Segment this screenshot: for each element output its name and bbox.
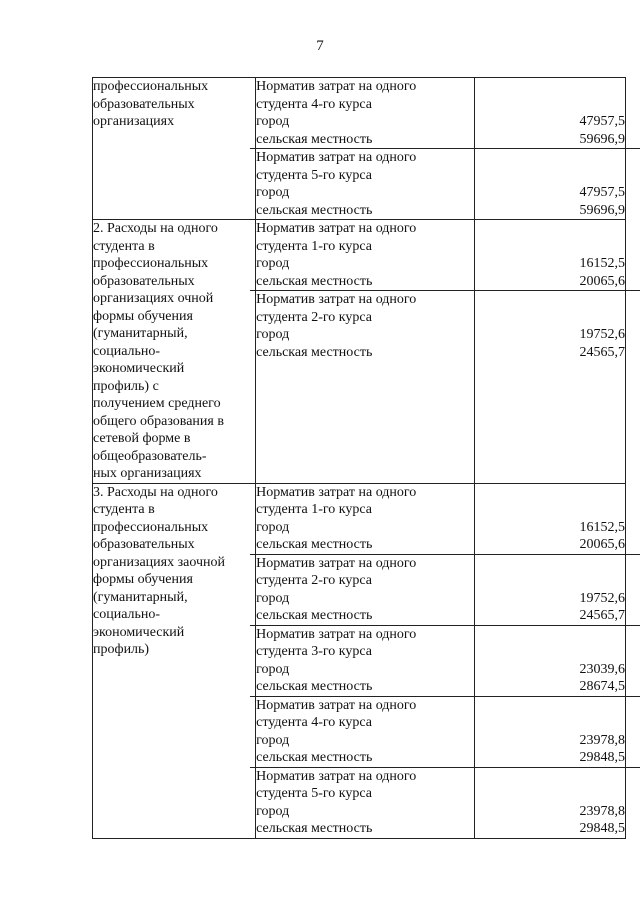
category-line: формы обучения: [93, 572, 193, 587]
norm-title-line: студента 5-го курса: [256, 167, 372, 183]
city-value: 23978,8: [579, 803, 625, 819]
spacer-line: [475, 149, 625, 167]
spacer-line: [475, 714, 625, 732]
city-label: город: [256, 256, 290, 271]
city-label: город: [256, 732, 290, 748]
category-line: 3. Расходы на одного: [93, 484, 218, 500]
cost-norms-table: [92, 77, 626, 839]
norm-title-line: студента 1-го курса: [256, 502, 372, 517]
rural-label: сельская местность: [256, 202, 373, 218]
rural-label: сельская местность: [256, 679, 373, 694]
category-cell: [93, 78, 256, 220]
spacer-line: [475, 768, 625, 786]
norm-values: [475, 484, 625, 554]
spacer-line: [475, 697, 625, 715]
category-line: образовательных: [93, 273, 195, 289]
norm-title-line: Норматив затрат на одного: [256, 150, 417, 165]
city-label: город: [256, 590, 290, 606]
spacer-line: [475, 555, 625, 573]
norm-item: [250, 767, 478, 838]
norm-values: [473, 148, 640, 219]
spacer-line: [475, 572, 625, 590]
category-line: студента в: [93, 502, 155, 517]
norm-value-cell: [475, 220, 626, 484]
table-row: [93, 78, 626, 220]
norm-values: [473, 696, 640, 767]
category-line: ных организациях: [93, 466, 202, 481]
table-row: [93, 483, 626, 838]
spacer-line: [475, 78, 625, 96]
category-line: студента в: [93, 238, 155, 254]
norm-item: [256, 220, 474, 290]
rural-label: сельская местность: [256, 608, 373, 623]
spacer-line: [475, 643, 625, 661]
city-value: 23978,8: [579, 732, 625, 748]
category-line: образовательных: [93, 537, 195, 552]
category-line: социально-: [93, 607, 161, 622]
norm-values: [473, 290, 640, 361]
rural-label: сельская местность: [256, 131, 373, 147]
city-label: город: [256, 803, 290, 819]
norm-title-line: студента 2-го курса: [256, 573, 372, 588]
norm-item: [256, 484, 474, 554]
rural-value: 20065,6: [579, 273, 625, 289]
rural-label: сельская местность: [256, 344, 373, 360]
norm-values: [473, 625, 640, 696]
city-value: 19752,6: [579, 327, 625, 342]
spacer-line: [475, 785, 625, 803]
category-line: экономический: [93, 624, 185, 640]
rural-value: 28674,5: [579, 679, 625, 694]
norm-title-line: студента 4-го курса: [256, 96, 372, 112]
norm-title-line: Норматив затрат на одного: [256, 292, 417, 307]
norm-item: [250, 625, 478, 696]
norm-title-line: студента 1-го курса: [256, 238, 372, 254]
spacer-line: [475, 291, 625, 309]
spacer-line: [475, 96, 625, 114]
category-line: сетевой форме в: [93, 431, 191, 446]
city-value: 47957,5: [579, 114, 625, 129]
spacer-line: [475, 220, 625, 238]
norm-title-line: студента 3-го курса: [256, 644, 372, 659]
spacer-line: [475, 309, 625, 327]
category-line: получением среднего: [93, 396, 221, 411]
norm-title-line: Норматив затрат на одного: [256, 555, 417, 571]
page-number: 7: [316, 38, 324, 54]
rural-value: 29848,5: [579, 750, 625, 765]
category-line: общеобразователь-: [93, 448, 207, 464]
category-line: общего образования в: [93, 413, 224, 429]
category-line: социально-: [93, 343, 161, 359]
norm-item: [250, 696, 478, 767]
city-value: 16152,5: [579, 519, 625, 535]
norm-title-line: Норматив затрат на одного: [256, 79, 417, 94]
norm-title-line: студента 4-го курса: [256, 715, 372, 730]
rural-value: 59696,9: [579, 131, 625, 147]
norm-title-line: Норматив затрат на одного: [256, 697, 417, 713]
norm-value-cell: [475, 78, 626, 220]
rural-label: сельская местность: [256, 750, 373, 765]
norm-item: [250, 554, 478, 625]
norm-values: [473, 767, 640, 838]
rural-label: сельская местность: [256, 273, 373, 289]
norm-values: [475, 78, 625, 148]
city-value: 19752,6: [579, 590, 625, 606]
category-line: профессиональных: [93, 519, 209, 535]
norm-title-line: студента 2-го курса: [256, 309, 372, 325]
spacer-line: [475, 167, 625, 185]
category-cell: [93, 220, 256, 484]
norm-values: [475, 220, 625, 290]
category-line: 2. Расходы на одного: [93, 221, 218, 236]
category-line: (гуманитарный,: [93, 326, 188, 341]
category-line: профессиональных: [93, 256, 209, 271]
category-line: профиль): [93, 642, 150, 657]
rural-value: 59696,9: [579, 202, 625, 218]
spacer-line: [475, 501, 625, 519]
norm-values: [473, 554, 640, 625]
rural-value: 24565,7: [579, 344, 625, 360]
norm-title-line: Норматив затрат на одного: [256, 484, 417, 500]
norm-title-line: Норматив затрат на одного: [256, 626, 417, 642]
category-line: экономический: [93, 361, 185, 376]
category-line: образовательных: [93, 96, 195, 112]
rural-label: сельская местность: [256, 821, 373, 836]
table-row: [93, 220, 626, 484]
category-line: организациях очной: [93, 291, 214, 306]
city-value: 16152,5: [579, 256, 625, 271]
category-line: профессиональных: [93, 79, 209, 94]
city-value: 47957,5: [579, 185, 625, 200]
norm-description-cell: [256, 78, 475, 220]
rural-label: сельская местность: [256, 537, 373, 552]
norm-value-cell: [475, 483, 626, 838]
norm-description-cell: [256, 483, 475, 838]
city-value: 23039,6: [579, 661, 625, 677]
norm-title-line: студента 5-го курса: [256, 786, 372, 801]
city-label: город: [256, 519, 290, 535]
norm-title-line: Норматив затрат на одного: [256, 768, 417, 784]
spacer-line: [475, 238, 625, 256]
table-body: [93, 78, 626, 839]
norm-title-line: Норматив затрат на одного: [256, 221, 417, 236]
norm-item: [256, 78, 474, 148]
norm-item: [250, 290, 478, 361]
spacer-line: [475, 484, 625, 502]
norm-description-cell: [256, 220, 475, 484]
category-line: профиль) с: [93, 378, 159, 394]
category-line: формы обучения: [93, 308, 193, 324]
city-label: город: [256, 185, 290, 200]
city-label: город: [256, 661, 290, 677]
category-line: организациях: [93, 114, 175, 129]
rural-value: 29848,5: [579, 821, 625, 836]
city-label: город: [256, 327, 290, 342]
norm-item: [250, 148, 478, 219]
category-line: (гуманитарный,: [93, 589, 188, 605]
rural-value: 20065,6: [579, 537, 625, 552]
rural-value: 24565,7: [579, 608, 625, 623]
spacer-line: [475, 626, 625, 644]
city-label: город: [256, 114, 290, 129]
category-line: организациях заочной: [93, 554, 226, 570]
category-cell: [93, 483, 256, 838]
